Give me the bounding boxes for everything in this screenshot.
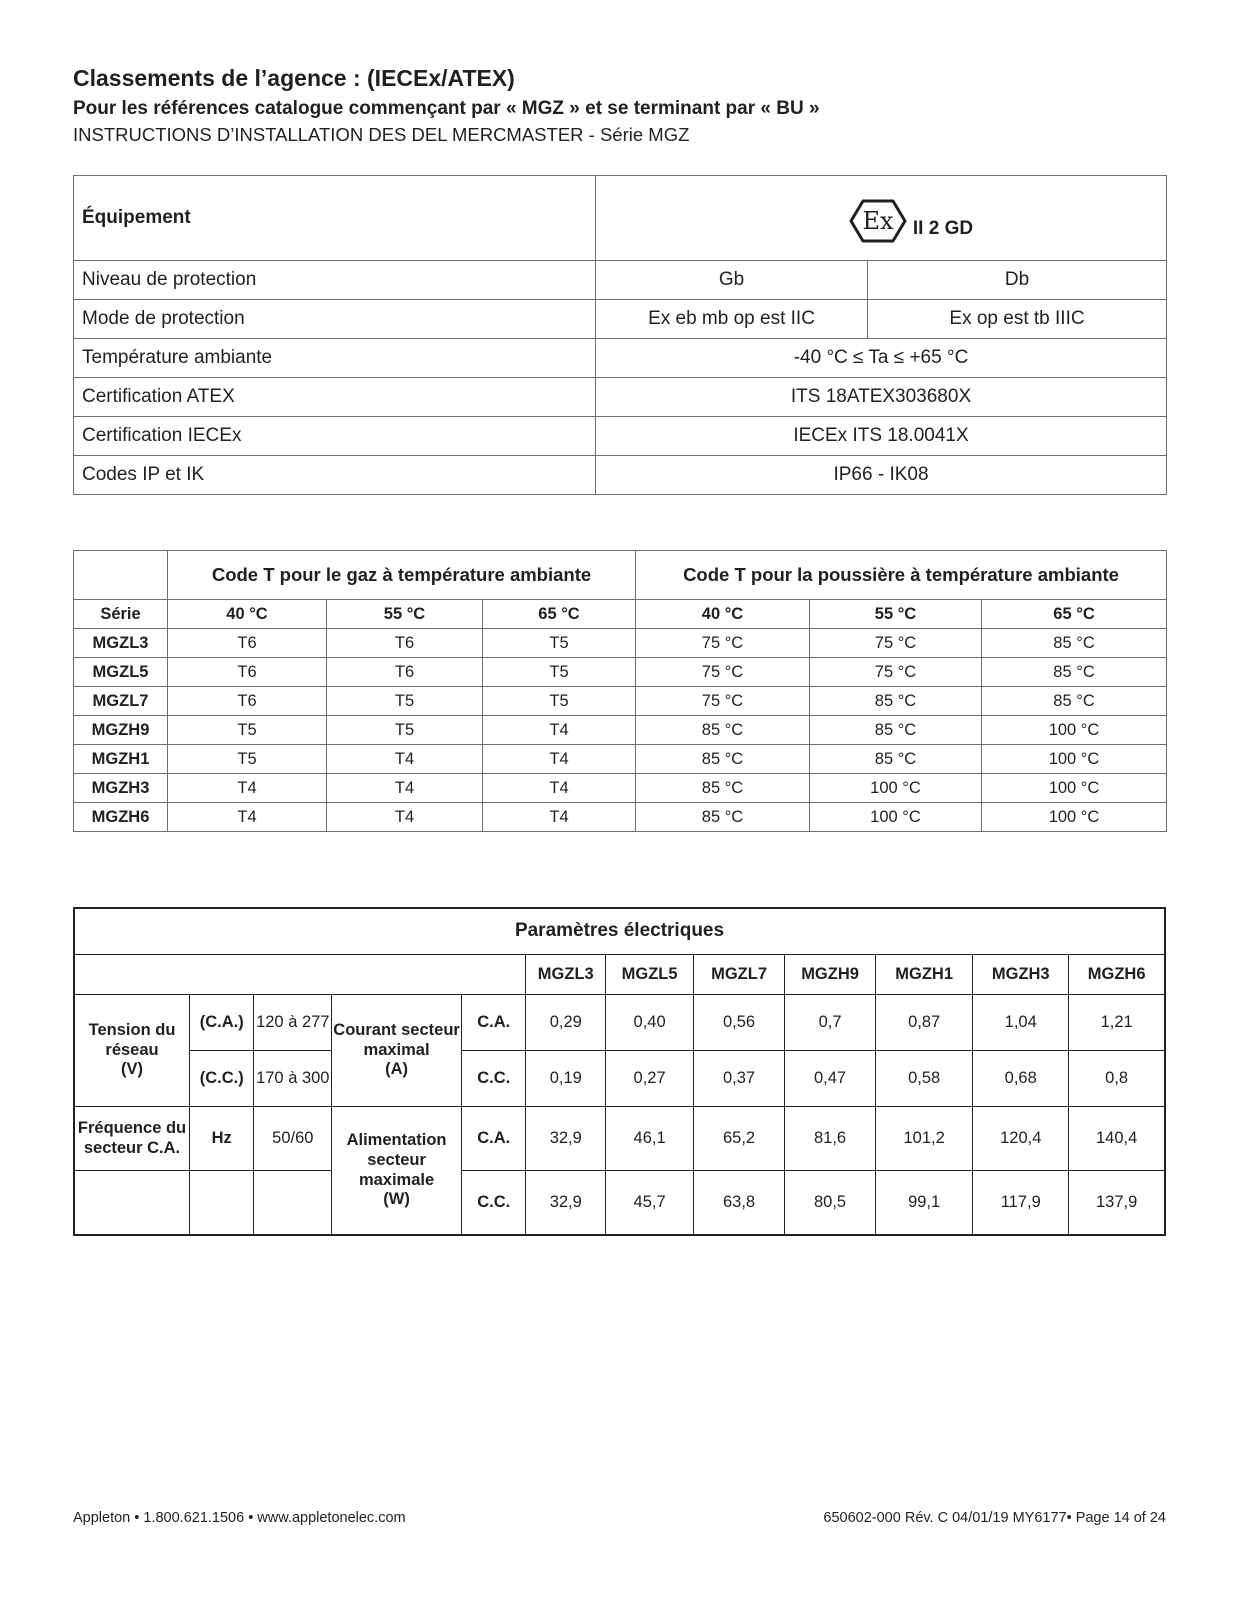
- electrical-row-power-ac: [74, 1107, 1165, 1171]
- tcode-gas-header: Code T pour le gaz à température ambiante: [168, 551, 636, 600]
- voltage-unit: (V): [121, 1060, 144, 1079]
- tcode-gas-cell: T5: [483, 687, 636, 716]
- model-header: MGZL5: [606, 955, 694, 995]
- current-ac-value: 0,40: [606, 995, 694, 1051]
- ratings-row: [74, 378, 1167, 417]
- equipment-label: Équipement: [82, 207, 191, 228]
- tcode-gas-cell: T6: [168, 629, 327, 658]
- power-ac-value: 65,2: [694, 1107, 785, 1171]
- tcode-gas-cell: T4: [483, 803, 636, 832]
- empty-cell: [74, 1171, 190, 1236]
- power-dc-value: 32,9: [526, 1171, 606, 1236]
- tcode-empty-corner: [74, 551, 168, 600]
- equipment-value-cell: [596, 176, 1167, 261]
- power-ac-value: 101,2: [876, 1107, 973, 1171]
- tcode-row: [74, 716, 1167, 745]
- tcode-dust-cell: 85 °C: [636, 803, 810, 832]
- tcode-dust-cell: 100 °C: [982, 745, 1167, 774]
- current-unit: (A): [385, 1060, 409, 1079]
- ratings-dust-value: Ex op est tb IIIC: [868, 300, 1167, 339]
- current-ac-value: 0,29: [526, 995, 606, 1051]
- ratings-row-value: IECEx ITS 18.0041X: [596, 417, 1167, 456]
- power-ac-value: 140,4: [1069, 1107, 1165, 1171]
- tcode-gas-cell: T5: [327, 716, 483, 745]
- tcode-dust-cell: 85 °C: [810, 745, 982, 774]
- tcode-table: [73, 550, 1167, 832]
- tcode-dust-cell: 100 °C: [982, 716, 1167, 745]
- model-header: MGZL7: [694, 955, 785, 995]
- tcode-group-header-row: [74, 551, 1167, 600]
- tcode-temp-header: 40 °C: [168, 600, 327, 629]
- tcode-dust-cell: 75 °C: [636, 658, 810, 687]
- page-title: Classements de l’agence : (IECEx/ATEX): [73, 65, 515, 91]
- tcode-temp-header: 65 °C: [483, 600, 636, 629]
- power-ac-label: C.A.: [461, 1107, 525, 1171]
- tcode-temp-header-row: [74, 600, 1167, 629]
- tcode-dust-cell: 85 °C: [982, 687, 1167, 716]
- equipment-label-cell: [74, 176, 596, 261]
- tcode-gas-cell: T5: [168, 716, 327, 745]
- tcode-row: [74, 629, 1167, 658]
- tcode-series-cell: MGZL7: [74, 687, 168, 716]
- tcode-dust-cell: 100 °C: [810, 774, 982, 803]
- tcode-gas-cell: T4: [168, 774, 327, 803]
- ratings-row: [74, 456, 1167, 495]
- power-label: Alimentation secteur maximale: [346, 1130, 447, 1189]
- tcode-dust-cell: 85 °C: [810, 687, 982, 716]
- ratings-row-label: Codes IP et IK: [74, 456, 596, 495]
- tcode-series-cell: MGZL5: [74, 658, 168, 687]
- tcode-dust-cell: 85 °C: [982, 629, 1167, 658]
- electrical-title-row: [74, 908, 1165, 955]
- power-dc-label: C.C.: [461, 1171, 525, 1236]
- tcode-dust-cell: 100 °C: [810, 803, 982, 832]
- voltage-label: Tension du réseau: [88, 1020, 176, 1059]
- equipment-value: II 2 GD: [912, 218, 974, 239]
- tcode-dust-cell: 85 °C: [636, 774, 810, 803]
- tcode-body: [74, 629, 1167, 832]
- empty-cell: [254, 1171, 332, 1236]
- tcode-gas-cell: T5: [327, 687, 483, 716]
- tcode-gas-cell: T4: [327, 803, 483, 832]
- current-ac-value: 0,56: [694, 995, 785, 1051]
- ratings-row: [74, 261, 1167, 300]
- ratings-row-value: IP66 - IK08: [596, 456, 1167, 495]
- power-unit: (W): [383, 1190, 410, 1209]
- voltage-label-cell: [74, 995, 190, 1107]
- electrical-row-current-ac: [74, 995, 1165, 1051]
- ratings-row-label: Température ambiante: [74, 339, 596, 378]
- current-ac-value: 1,04: [973, 995, 1069, 1051]
- model-header: MGZH3: [973, 955, 1069, 995]
- tcode-gas-cell: T4: [483, 716, 636, 745]
- tcode-gas-cell: T4: [483, 745, 636, 774]
- tcode-dust-cell: 100 °C: [982, 803, 1167, 832]
- current-dc-value: 0,37: [694, 1051, 785, 1107]
- electrical-table: [73, 907, 1166, 1236]
- ratings-dust-value: Db: [868, 261, 1167, 300]
- tcode-dust-header: Code T pour la poussière à température ambiante: [636, 551, 1167, 600]
- current-ac-value: 0,87: [876, 995, 973, 1051]
- ratings-gas-value: Gb: [596, 261, 868, 300]
- tcode-dust-cell: 85 °C: [636, 745, 810, 774]
- tcode-gas-cell: T6: [327, 629, 483, 658]
- ex-hexagon-icon: [849, 198, 907, 244]
- model-header: MGZH6: [1069, 955, 1165, 995]
- electrical-empty-header: [74, 955, 526, 995]
- frequency-value: 50/60: [254, 1107, 332, 1171]
- current-ac-value: 0,7: [785, 995, 876, 1051]
- tcode-temp-header: 40 °C: [636, 600, 810, 629]
- tcode-series-header: Série: [74, 600, 168, 629]
- tcode-gas-cell: T4: [327, 745, 483, 774]
- ratings-header-row: [74, 176, 1167, 261]
- electrical-row-power-dc: [74, 1171, 1165, 1236]
- electrical-title: Paramètres électriques: [74, 908, 1165, 955]
- current-dc-value: 0,47: [785, 1051, 876, 1107]
- tcode-gas-cell: T5: [483, 629, 636, 658]
- footer-doc-info: 650602-000 Rév. C 04/01/19 MY6177• Page 14 of 24: [823, 1510, 1166, 1526]
- ratings-table: [73, 175, 1167, 495]
- electrical-row-current-dc: [74, 1051, 1165, 1107]
- ratings-row-label: Certification ATEX: [74, 378, 596, 417]
- frequency-unit: Hz: [190, 1107, 254, 1171]
- tcode-series-cell: MGZL3: [74, 629, 168, 658]
- ratings-row-label: Mode de protection: [74, 300, 596, 339]
- tcode-dust-cell: 85 °C: [982, 658, 1167, 687]
- empty-cell: [190, 1171, 254, 1236]
- current-dc-label: C.C.: [461, 1051, 525, 1107]
- tcode-row: [74, 803, 1167, 832]
- current-label-cell: [332, 995, 462, 1107]
- tcode-row: [74, 774, 1167, 803]
- tcode-dust-cell: 75 °C: [810, 658, 982, 687]
- tcode-dust-cell: 75 °C: [636, 629, 810, 658]
- tcode-row: [74, 658, 1167, 687]
- current-dc-value: 0,19: [526, 1051, 606, 1107]
- ratings-row: [74, 417, 1167, 456]
- tcode-dust-cell: 100 °C: [982, 774, 1167, 803]
- current-dc-value: 0,8: [1069, 1051, 1165, 1107]
- power-ac-value: 32,9: [526, 1107, 606, 1171]
- frequency-label: Fréquence du secteur C.A.: [74, 1107, 190, 1171]
- ac-voltage-range: 120 à 277: [254, 995, 332, 1051]
- ratings-row: [74, 300, 1167, 339]
- tcode-temp-header: 55 °C: [810, 600, 982, 629]
- electrical-models-row: [74, 955, 1165, 995]
- current-ac-label: C.A.: [461, 995, 525, 1051]
- model-header: MGZH9: [785, 955, 876, 995]
- tcode-gas-cell: T6: [327, 658, 483, 687]
- tcode-series-cell: MGZH1: [74, 745, 168, 774]
- dc-voltage-range: 170 à 300: [254, 1051, 332, 1107]
- power-dc-value: 63,8: [694, 1171, 785, 1236]
- page-subtitle: Pour les références catalogue commençant par « MGZ » et se terminant par « BU »: [73, 98, 820, 119]
- power-dc-value: 80,5: [785, 1171, 876, 1236]
- model-header: MGZL3: [526, 955, 606, 995]
- current-dc-value: 0,27: [606, 1051, 694, 1107]
- tcode-dust-cell: 85 °C: [636, 716, 810, 745]
- power-ac-value: 81,6: [785, 1107, 876, 1171]
- tcode-row: [74, 687, 1167, 716]
- tcode-series-cell: MGZH9: [74, 716, 168, 745]
- dc-paren-label: (C.C.): [190, 1051, 254, 1107]
- power-dc-value: 45,7: [606, 1171, 694, 1236]
- tcode-series-cell: MGZH3: [74, 774, 168, 803]
- tcode-gas-cell: T6: [168, 687, 327, 716]
- tcode-gas-cell: T4: [483, 774, 636, 803]
- model-header: MGZH1: [876, 955, 973, 995]
- power-dc-value: 99,1: [876, 1171, 973, 1236]
- tcode-gas-cell: T5: [483, 658, 636, 687]
- current-dc-value: 0,68: [973, 1051, 1069, 1107]
- ratings-row-value: -40 °C ≤ Ta ≤ +65 °C: [596, 339, 1167, 378]
- tcode-gas-cell: T5: [168, 745, 327, 774]
- tcode-series-cell: MGZH6: [74, 803, 168, 832]
- tcode-dust-cell: 75 °C: [810, 629, 982, 658]
- tcode-gas-cell: T4: [327, 774, 483, 803]
- ratings-row: [74, 339, 1167, 378]
- power-ac-value: 46,1: [606, 1107, 694, 1171]
- ex-symbol-text: Ex: [862, 207, 894, 235]
- ratings-row-label: Niveau de protection: [74, 261, 596, 300]
- power-label-cell: [332, 1107, 462, 1236]
- ratings-row-label: Certification IECEx: [74, 417, 596, 456]
- ratings-row-value: ITS 18ATEX303680X: [596, 378, 1167, 417]
- tcode-row: [74, 745, 1167, 774]
- footer-contact: Appleton • 1.800.621.1506 • www.appletonelec.com: [73, 1510, 406, 1526]
- power-dc-value: 117,9: [973, 1171, 1069, 1236]
- tcode-gas-cell: T6: [168, 658, 327, 687]
- ac-paren-label: (C.A.): [190, 995, 254, 1051]
- tcode-temp-header: 55 °C: [327, 600, 483, 629]
- tcode-dust-cell: 75 °C: [636, 687, 810, 716]
- current-label: Courant secteur maximal: [333, 1020, 460, 1059]
- ratings-gas-value: Ex eb mb op est IIC: [596, 300, 868, 339]
- current-ac-value: 1,21: [1069, 995, 1165, 1051]
- tcode-temp-header: 65 °C: [982, 600, 1167, 629]
- power-ac-value: 120,4: [973, 1107, 1069, 1171]
- tcode-gas-cell: T4: [168, 803, 327, 832]
- tcode-dust-cell: 85 °C: [810, 716, 982, 745]
- current-dc-value: 0,58: [876, 1051, 973, 1107]
- document-line: INSTRUCTIONS D’INSTALLATION DES DEL MERCMASTER - Série MGZ: [73, 124, 690, 145]
- power-dc-value: 137,9: [1069, 1171, 1165, 1236]
